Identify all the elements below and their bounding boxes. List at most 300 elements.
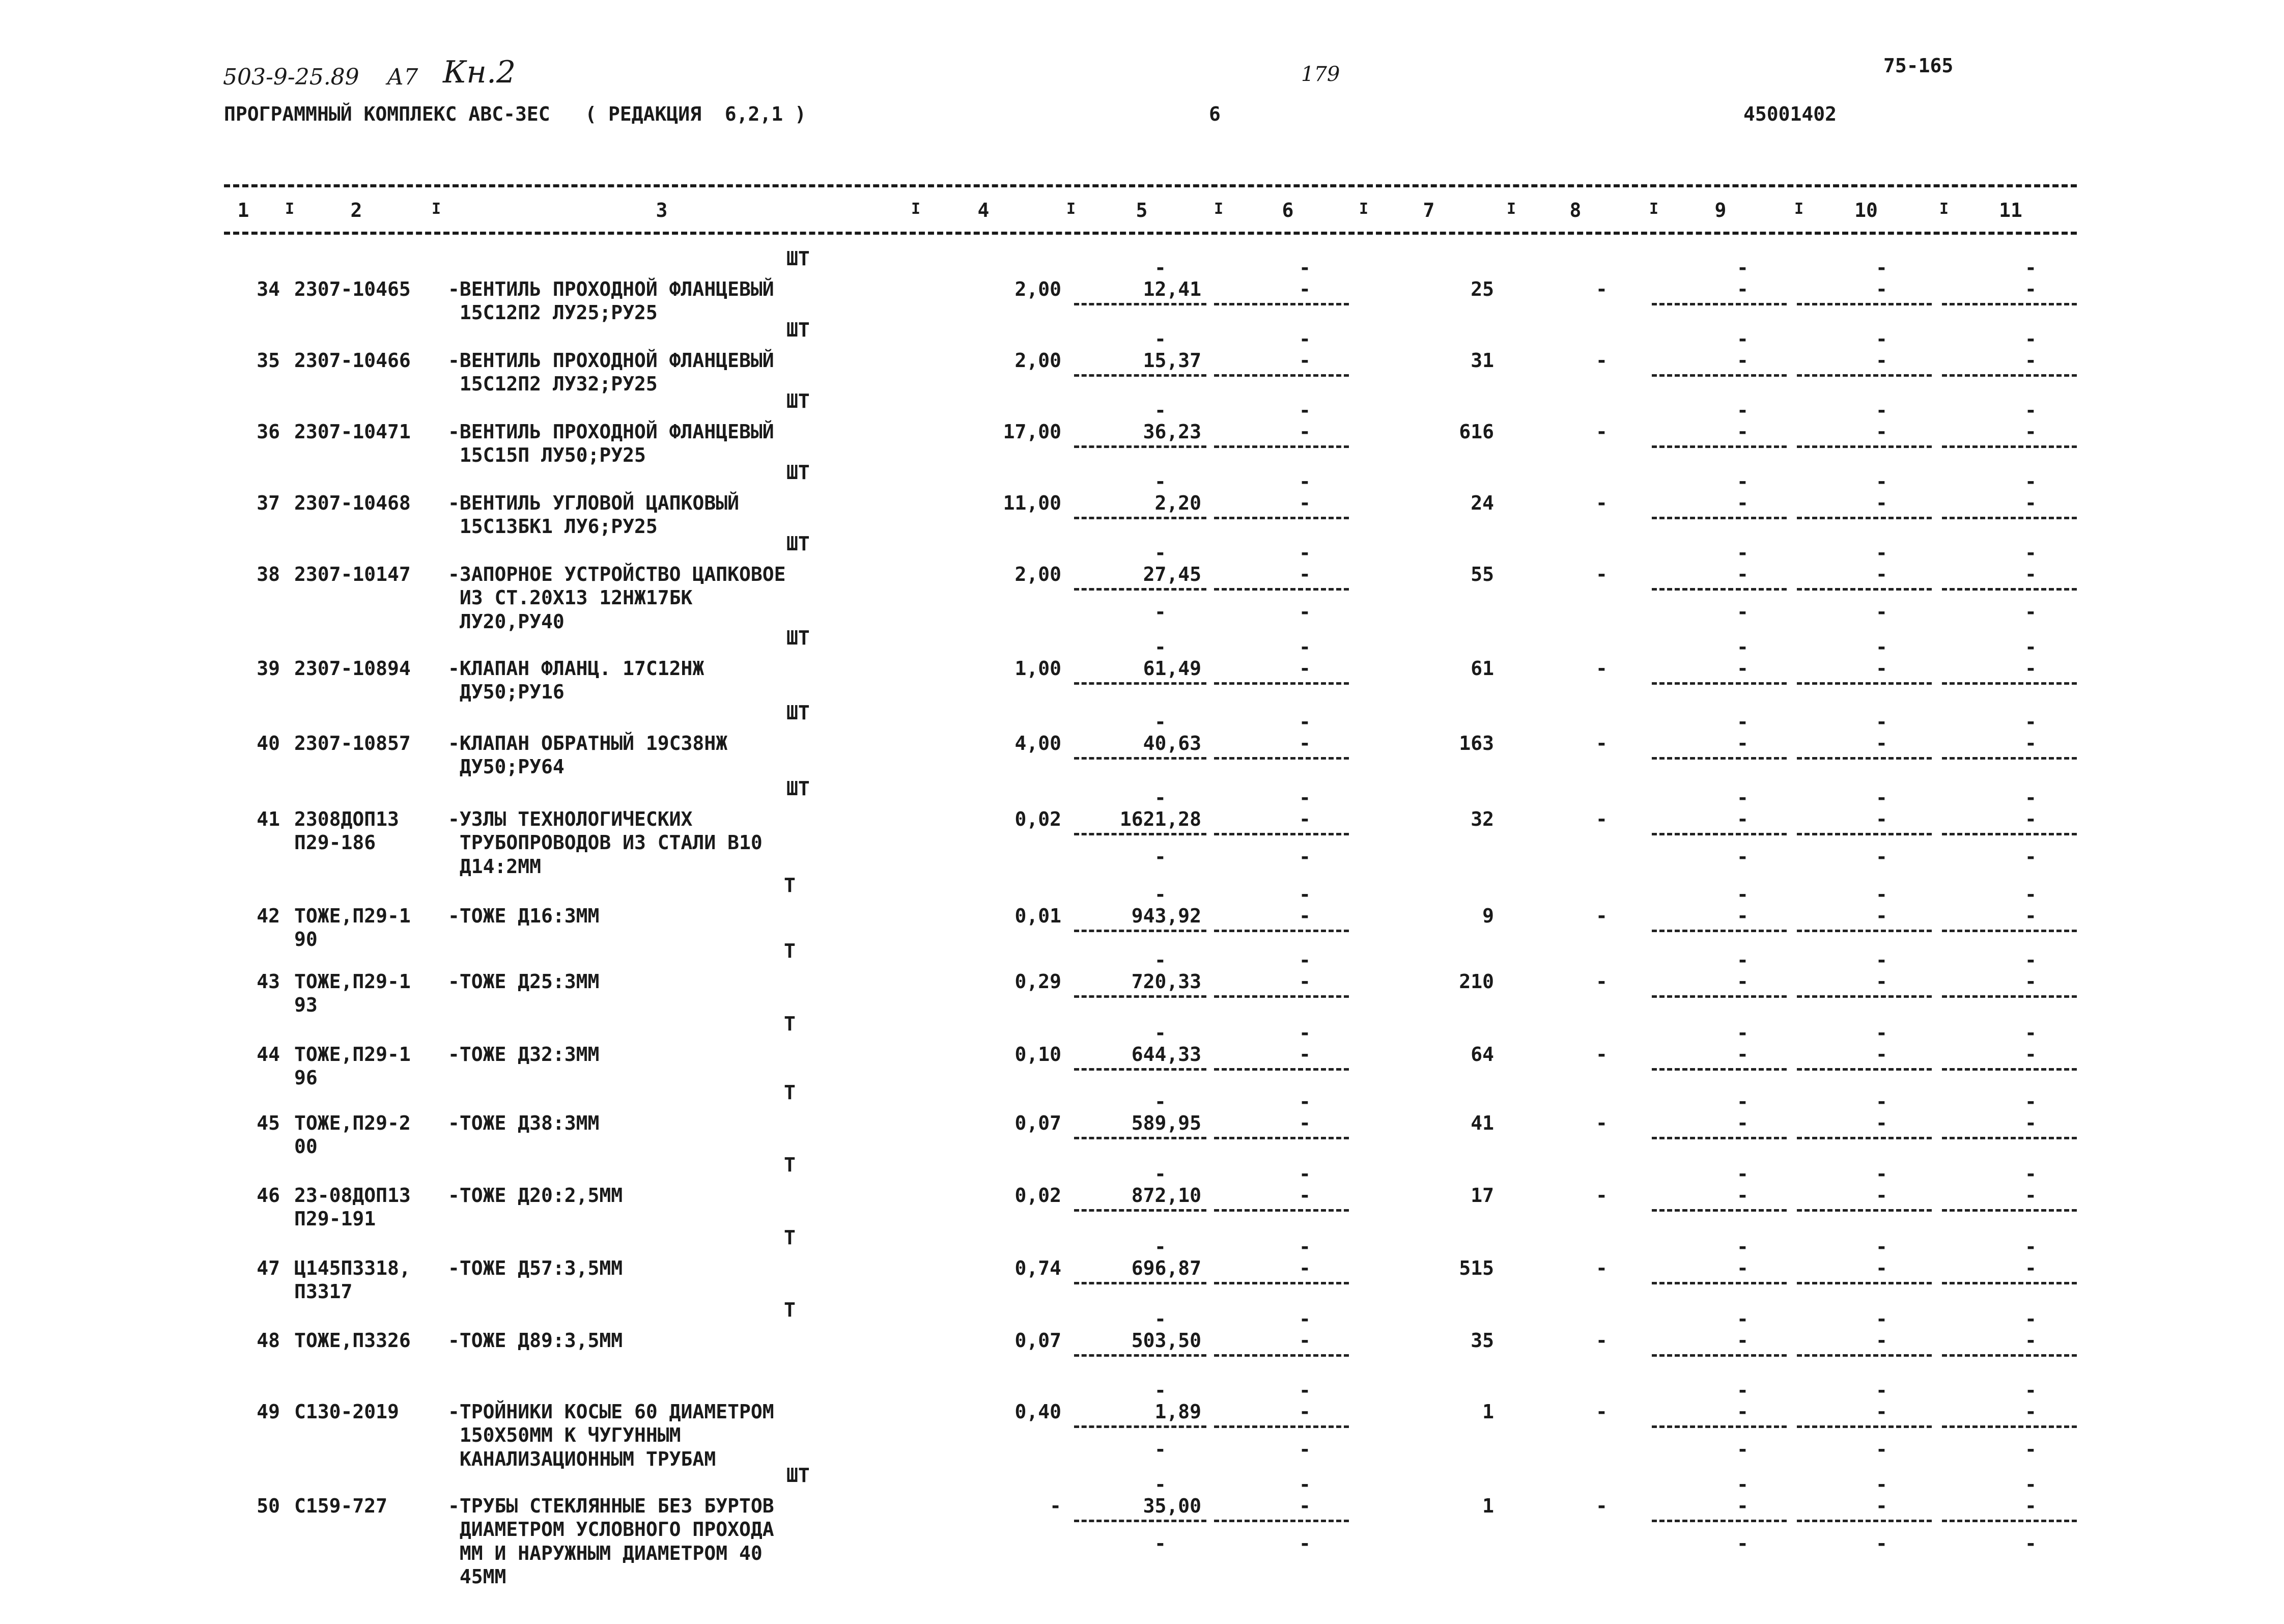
column-separator: I <box>1794 200 1804 218</box>
row-number: 37 <box>257 492 280 514</box>
column-separator: I <box>1507 200 1516 218</box>
empty-cell-dash: - <box>1876 1257 1887 1279</box>
handwritten-album: А7 <box>387 64 418 90</box>
quantity: 2,00 <box>1014 278 1061 300</box>
empty-cell-dash: - <box>1876 846 1887 868</box>
empty-cell-dash: - <box>1299 470 1311 493</box>
empty-cell-dash: - <box>1154 787 1166 809</box>
row-number: 41 <box>257 808 280 830</box>
empty-cell-dash: - <box>1737 601 1749 623</box>
empty-cell-dash: - <box>1876 808 1887 830</box>
cell-underline <box>1652 445 1787 448</box>
empty-cell-dash: - <box>1299 970 1311 993</box>
empty-cell-dash: - <box>2025 1112 2037 1134</box>
cell-underline <box>1942 588 2077 591</box>
empty-cell-dash: - <box>1737 905 1749 927</box>
unit-price: 27,45 <box>1143 563 1201 585</box>
unit-label: ШТ <box>786 1464 810 1487</box>
column-header-6: 6 <box>1282 199 1294 221</box>
empty-cell-dash: - <box>1596 1257 1608 1279</box>
cell-underline <box>1214 757 1349 760</box>
empty-cell-dash: - <box>1876 278 1887 300</box>
unit-price: 15,37 <box>1143 349 1201 372</box>
empty-cell-dash: - <box>2025 601 2037 623</box>
empty-cell-dash: - <box>1737 711 1749 733</box>
empty-cell-dash: - <box>2025 1379 2037 1402</box>
row-number: 48 <box>257 1329 280 1352</box>
column-header-5: 5 <box>1136 199 1148 221</box>
cell-underline <box>1797 1068 1932 1071</box>
empty-cell-dash: - <box>1299 1184 1311 1207</box>
row-number: 38 <box>257 563 280 585</box>
resource-code: 2307-10466 <box>294 349 411 372</box>
empty-cell-dash: - <box>2025 542 2037 564</box>
empty-cell-dash: - <box>2025 711 2037 733</box>
unit-label: Т <box>784 1154 796 1176</box>
empty-cell-dash: - <box>1737 1329 1749 1352</box>
cell-underline <box>1074 374 1206 377</box>
empty-cell-dash: - <box>1154 328 1166 350</box>
row-number: 49 <box>257 1401 280 1423</box>
empty-cell-dash: - <box>2025 492 2037 514</box>
column-header-3: 3 <box>656 199 668 221</box>
total-cost: 616 <box>1459 421 1494 443</box>
empty-cell-dash: - <box>1154 1379 1166 1402</box>
unit-label: ШТ <box>786 247 810 270</box>
empty-cell-dash: - <box>1596 905 1608 927</box>
empty-cell-dash: - <box>1299 421 1311 443</box>
empty-cell-dash: - <box>2025 636 2037 658</box>
empty-cell-dash: - <box>1154 257 1166 279</box>
cell-underline <box>1652 995 1787 998</box>
unit-label: ШТ <box>786 627 810 649</box>
empty-cell-dash: - <box>1876 257 1887 279</box>
unit-price: 1,89 <box>1154 1401 1201 1423</box>
handwritten-book: Кн.2 <box>443 54 516 90</box>
quantity: 0,01 <box>1014 905 1061 927</box>
empty-cell-dash: - <box>2025 808 2037 830</box>
row-number: 39 <box>257 657 280 680</box>
empty-cell-dash: - <box>1876 732 1887 754</box>
resource-name: -ЗАПОРНОЕ УСТРОЙСТВО ЦАПКОВОЕ ИЗ СТ.20Х13 12НЖ17БК ЛУ20,РУ40 <box>448 563 786 633</box>
empty-cell-dash: - <box>1299 1401 1311 1423</box>
cell-underline <box>1074 1354 1206 1357</box>
cell-underline <box>1652 374 1787 377</box>
quantity: 17,00 <box>1003 421 1061 443</box>
empty-cell-dash: - <box>1154 636 1166 658</box>
empty-cell-dash: - <box>1154 711 1166 733</box>
row-number: 34 <box>257 278 280 300</box>
resource-code: С159-727 <box>294 1495 388 1517</box>
cell-underline <box>1797 588 1932 591</box>
empty-cell-dash: - <box>1596 1495 1608 1517</box>
empty-cell-dash: - <box>1596 278 1608 300</box>
quantity: 4,00 <box>1014 732 1061 754</box>
empty-cell-dash: - <box>2025 846 2037 868</box>
cell-underline <box>1942 1137 2077 1139</box>
empty-cell-dash: - <box>1299 1438 1311 1461</box>
cell-underline <box>1797 517 1932 519</box>
quantity: 0,29 <box>1014 970 1061 993</box>
cell-underline <box>1797 833 1932 835</box>
empty-cell-dash: - <box>1737 1473 1749 1496</box>
cell-underline <box>1652 833 1787 835</box>
resource-name: -ТОЖЕ Д20:2,5ММ <box>448 1184 623 1207</box>
cell-underline <box>1942 995 2077 998</box>
total-cost: 32 <box>1471 808 1494 830</box>
cell-underline <box>1074 1137 1206 1139</box>
cell-underline <box>1214 374 1349 377</box>
empty-cell-dash: - <box>1596 1401 1608 1423</box>
quantity: - <box>1050 1495 1061 1517</box>
unit-price: 61,49 <box>1143 657 1201 680</box>
cell-underline <box>1074 833 1206 835</box>
column-separator: I <box>432 200 441 218</box>
empty-cell-dash: - <box>1154 883 1166 906</box>
empty-cell-dash: - <box>2025 970 2037 993</box>
empty-cell-dash: - <box>2025 1438 2037 1461</box>
cell-underline <box>1942 374 2077 377</box>
empty-cell-dash: - <box>1876 1043 1887 1066</box>
empty-cell-dash: - <box>1737 470 1749 493</box>
cell-underline <box>1652 1209 1787 1212</box>
empty-cell-dash: - <box>1299 949 1311 971</box>
cell-underline <box>1214 1068 1349 1071</box>
program-title: ПРОГРАММНЫЙ КОМПЛЕКС АВС-ЗЕС ( РЕДАКЦИЯ 6,2,1 ) <box>224 103 806 125</box>
table-top-rule <box>224 184 2077 187</box>
empty-cell-dash: - <box>1299 1022 1311 1044</box>
empty-cell-dash: - <box>1299 349 1311 372</box>
empty-cell-dash: - <box>1876 563 1887 585</box>
total-cost: 24 <box>1471 492 1494 514</box>
cell-underline <box>1214 1282 1349 1284</box>
empty-cell-dash: - <box>1154 399 1166 422</box>
empty-cell-dash: - <box>1876 1401 1887 1423</box>
resource-code: Ц145П3318, П3317 <box>294 1257 411 1303</box>
empty-cell-dash: - <box>1876 470 1887 493</box>
empty-cell-dash: - <box>1154 1473 1166 1496</box>
column-header-11: 11 <box>1999 199 2022 221</box>
quantity: 2,00 <box>1014 349 1061 372</box>
row-number: 43 <box>257 970 280 993</box>
column-separator: I <box>1939 200 1949 218</box>
empty-cell-dash: - <box>1154 1022 1166 1044</box>
cell-underline <box>1942 517 2077 519</box>
empty-cell-dash: - <box>1299 711 1311 733</box>
empty-cell-dash: - <box>1737 1379 1749 1402</box>
total-cost: 163 <box>1459 732 1494 754</box>
empty-cell-dash: - <box>1596 732 1608 754</box>
cell-underline <box>1797 1137 1932 1139</box>
empty-cell-dash: - <box>1299 1329 1311 1352</box>
empty-cell-dash: - <box>1299 278 1311 300</box>
cell-underline <box>1214 682 1349 685</box>
empty-cell-dash: - <box>2025 399 2037 422</box>
cell-underline <box>1797 757 1932 760</box>
empty-cell-dash: - <box>1596 563 1608 585</box>
empty-cell-dash: - <box>1737 1184 1749 1207</box>
resource-name: -ТОЖЕ Д57:3,5ММ <box>448 1257 623 1279</box>
cell-underline <box>1797 1520 1932 1522</box>
empty-cell-dash: - <box>1596 657 1608 680</box>
total-cost: 515 <box>1459 1257 1494 1279</box>
column-separator: I <box>911 200 921 218</box>
resource-code: 2307-10465 <box>294 278 411 300</box>
resource-name: -ТОЖЕ Д16:3ММ <box>448 905 600 927</box>
quantity: 0,02 <box>1014 1184 1061 1207</box>
table-header-rule <box>224 232 2077 235</box>
unit-price: 12,41 <box>1143 278 1201 300</box>
empty-cell-dash: - <box>1876 399 1887 422</box>
empty-cell-dash: - <box>1737 1532 1749 1555</box>
empty-cell-dash: - <box>1299 563 1311 585</box>
cell-underline <box>1797 445 1932 448</box>
empty-cell-dash: - <box>1299 1112 1311 1134</box>
cell-underline <box>1214 833 1349 835</box>
empty-cell-dash: - <box>1596 1112 1608 1134</box>
total-cost: 210 <box>1459 970 1494 993</box>
empty-cell-dash: - <box>1737 257 1749 279</box>
empty-cell-dash: - <box>1737 1022 1749 1044</box>
resource-name: -ВЕНТИЛЬ УГЛОВОЙ ЦАПКОВЫЙ 15С13БК1 ЛУ6;РУ25 <box>448 492 739 538</box>
empty-cell-dash: - <box>1299 1308 1311 1330</box>
empty-cell-dash: - <box>1737 399 1749 422</box>
empty-cell-dash: - <box>1876 1112 1887 1134</box>
cell-underline <box>1214 995 1349 998</box>
unit-label: ШТ <box>786 702 810 724</box>
cell-underline <box>1942 1425 2077 1428</box>
cell-underline <box>1942 1209 2077 1212</box>
resource-name: -ВЕНТИЛЬ ПРОХОДНОЙ ФЛАНЦЕВЫЙ 15С15П ЛУ50;РУ25 <box>448 421 774 467</box>
empty-cell-dash: - <box>2025 1473 2037 1496</box>
resource-code: 2308ДОП13 П29-186 <box>294 808 399 854</box>
column-header-1: 1 <box>237 199 249 221</box>
unit-label: ШТ <box>786 777 810 800</box>
empty-cell-dash: - <box>1876 1022 1887 1044</box>
empty-cell-dash: - <box>1299 732 1311 754</box>
empty-cell-dash: - <box>1737 846 1749 868</box>
cell-underline <box>1074 588 1206 591</box>
empty-cell-dash: - <box>1737 1163 1749 1185</box>
unit-label: ШТ <box>786 319 810 341</box>
resource-code: ТОЖЕ,П29-1 93 <box>294 970 411 1017</box>
empty-cell-dash: - <box>1737 636 1749 658</box>
empty-cell-dash: - <box>2025 883 2037 906</box>
empty-cell-dash: - <box>1737 421 1749 443</box>
empty-cell-dash: - <box>1737 1236 1749 1258</box>
cell-underline <box>1074 1282 1206 1284</box>
cell-underline <box>1074 1209 1206 1212</box>
row-number: 35 <box>257 349 280 372</box>
column-separator: I <box>285 200 295 218</box>
empty-cell-dash: - <box>2025 470 2037 493</box>
empty-cell-dash: - <box>2025 1308 2037 1330</box>
row-number: 47 <box>257 1257 280 1279</box>
cell-underline <box>1942 930 2077 932</box>
resource-name: -ТОЖЕ Д25:3ММ <box>448 970 600 993</box>
empty-cell-dash: - <box>1737 657 1749 680</box>
row-number: 40 <box>257 732 280 754</box>
resource-code: 2307-10471 <box>294 421 411 443</box>
empty-cell-dash: - <box>1876 349 1887 372</box>
cell-underline <box>1942 1354 2077 1357</box>
total-cost: 1 <box>1482 1495 1494 1517</box>
cell-underline <box>1797 1354 1932 1357</box>
empty-cell-dash: - <box>2025 1163 2037 1185</box>
empty-cell-dash: - <box>1876 1184 1887 1207</box>
unit-label: Т <box>784 1081 796 1104</box>
empty-cell-dash: - <box>1299 883 1311 906</box>
cell-underline <box>1074 995 1206 998</box>
empty-cell-dash: - <box>2025 657 2037 680</box>
empty-cell-dash: - <box>1154 846 1166 868</box>
cell-underline <box>1942 445 2077 448</box>
cell-underline <box>1074 1068 1206 1071</box>
empty-cell-dash: - <box>1737 949 1749 971</box>
cell-underline <box>1797 930 1932 932</box>
total-cost: 61 <box>1471 657 1494 680</box>
cell-underline <box>1942 1068 2077 1071</box>
empty-cell-dash: - <box>1737 732 1749 754</box>
empty-cell-dash: - <box>1876 1329 1887 1352</box>
empty-cell-dash: - <box>1299 905 1311 927</box>
empty-cell-dash: - <box>2025 1329 2037 1352</box>
total-cost: 9 <box>1482 905 1494 927</box>
empty-cell-dash: - <box>1154 1090 1166 1113</box>
empty-cell-dash: - <box>1596 421 1608 443</box>
empty-cell-dash: - <box>1299 787 1311 809</box>
unit-price: 720,33 <box>1131 970 1201 993</box>
quantity: 0,07 <box>1014 1112 1061 1134</box>
unit-price: 35,00 <box>1143 1495 1201 1517</box>
cell-underline <box>1942 1282 2077 1284</box>
empty-cell-dash: - <box>1299 1495 1311 1517</box>
empty-cell-dash: - <box>1737 349 1749 372</box>
document-code: 75-165 <box>1883 54 1954 77</box>
cell-underline <box>1074 930 1206 932</box>
empty-cell-dash: - <box>1154 470 1166 493</box>
unit-label: ШТ <box>786 390 810 412</box>
column-header-2: 2 <box>350 199 362 221</box>
empty-cell-dash: - <box>1876 711 1887 733</box>
empty-cell-dash: - <box>2025 1090 2037 1113</box>
empty-cell-dash: - <box>1596 808 1608 830</box>
cell-underline <box>1214 1137 1349 1139</box>
empty-cell-dash: - <box>1876 328 1887 350</box>
resource-name: -ТРУБЫ СТЕКЛЯННЫЕ БЕЗ БУРТОВ ДИАМЕТРОМ УСЛОВНОГО ПРОХОДА ММ И НАРУЖНЫМ ДИАМЕТРОМ 40 45ММ <box>448 1495 774 1588</box>
cell-underline <box>1214 303 1349 305</box>
empty-cell-dash: - <box>1154 1308 1166 1330</box>
cell-underline <box>1214 517 1349 519</box>
unit-label: ШТ <box>786 461 810 484</box>
column-separator: I <box>1066 200 1076 218</box>
empty-cell-dash: - <box>2025 1495 2037 1517</box>
quantity: 0,02 <box>1014 808 1061 830</box>
empty-cell-dash: - <box>1299 542 1311 564</box>
cell-underline <box>1797 995 1932 998</box>
empty-cell-dash: - <box>1876 1438 1887 1461</box>
empty-cell-dash: - <box>1299 492 1311 514</box>
cell-underline <box>1214 1354 1349 1357</box>
total-cost: 35 <box>1471 1329 1494 1352</box>
empty-cell-dash: - <box>1737 542 1749 564</box>
cell-underline <box>1214 1209 1349 1212</box>
empty-cell-dash: - <box>1876 1532 1887 1555</box>
empty-cell-dash: - <box>1299 1257 1311 1279</box>
unit-label: Т <box>784 874 796 897</box>
unit-price: 589,95 <box>1131 1112 1201 1134</box>
empty-cell-dash: - <box>1876 492 1887 514</box>
quantity: 1,00 <box>1014 657 1061 680</box>
cell-underline <box>1214 930 1349 932</box>
unit-label: Т <box>784 1226 796 1249</box>
total-cost: 17 <box>1471 1184 1494 1207</box>
empty-cell-dash: - <box>1299 636 1311 658</box>
cell-underline <box>1074 445 1206 448</box>
resource-code: 2307-10468 <box>294 492 411 514</box>
unit-price: 872,10 <box>1131 1184 1201 1207</box>
empty-cell-dash: - <box>1299 1090 1311 1113</box>
column-header-9: 9 <box>1714 199 1727 221</box>
unit-label: Т <box>784 940 796 962</box>
resource-name: -ТОЖЕ Д32:3ММ <box>448 1043 600 1066</box>
cell-underline <box>1652 757 1787 760</box>
cell-underline <box>1652 1282 1787 1284</box>
total-cost: 1 <box>1482 1401 1494 1423</box>
cell-underline <box>1797 374 1932 377</box>
empty-cell-dash: - <box>2025 563 2037 585</box>
resource-name: -ТРОЙНИКИ КОСЫЕ 60 ДИАМЕТРОМ 150Х50ММ К ЧУГУННЫМ КАНАЛИЗАЦИОННЫМ ТРУБАМ <box>448 1401 774 1470</box>
empty-cell-dash: - <box>2025 328 2037 350</box>
cell-underline <box>1652 682 1787 685</box>
empty-cell-dash: - <box>1299 328 1311 350</box>
empty-cell-dash: - <box>2025 349 2037 372</box>
cell-underline <box>1652 1068 1787 1071</box>
resource-code: ТОЖЕ,П29-1 90 <box>294 905 411 951</box>
empty-cell-dash: - <box>1876 787 1887 809</box>
empty-cell-dash: - <box>1737 328 1749 350</box>
handwritten-page-number: 179 <box>1301 63 1340 86</box>
empty-cell-dash: - <box>1737 1112 1749 1134</box>
resource-code: 2307-10894 <box>294 657 411 680</box>
cell-underline <box>1074 517 1206 519</box>
cell-underline <box>1942 682 2077 685</box>
resource-name: -ТОЖЕ Д89:3,5ММ <box>448 1329 623 1352</box>
unit-label: Т <box>784 1299 796 1321</box>
cell-underline <box>1074 682 1206 685</box>
empty-cell-dash: - <box>1154 1532 1166 1555</box>
cell-underline <box>1074 757 1206 760</box>
empty-cell-dash: - <box>2025 1184 2037 1207</box>
empty-cell-dash: - <box>1596 1329 1608 1352</box>
empty-cell-dash: - <box>1299 1236 1311 1258</box>
total-cost: 25 <box>1471 278 1494 300</box>
cell-underline <box>1214 1425 1349 1428</box>
cell-underline <box>1652 588 1787 591</box>
empty-cell-dash: - <box>1596 1184 1608 1207</box>
unit-label: Т <box>784 1013 796 1035</box>
resource-name: -КЛАПАН ОБРАТНЫЙ 19С38НЖ ДУ50;РУ64 <box>448 732 728 778</box>
empty-cell-dash: - <box>1737 1401 1749 1423</box>
row-number: 42 <box>257 905 280 927</box>
empty-cell-dash: - <box>1737 1308 1749 1330</box>
empty-cell-dash: - <box>1876 1495 1887 1517</box>
empty-cell-dash: - <box>2025 1236 2037 1258</box>
empty-cell-dash: - <box>1876 905 1887 927</box>
empty-cell-dash: - <box>1737 1495 1749 1517</box>
empty-cell-dash: - <box>1737 787 1749 809</box>
cell-underline <box>1797 1282 1932 1284</box>
